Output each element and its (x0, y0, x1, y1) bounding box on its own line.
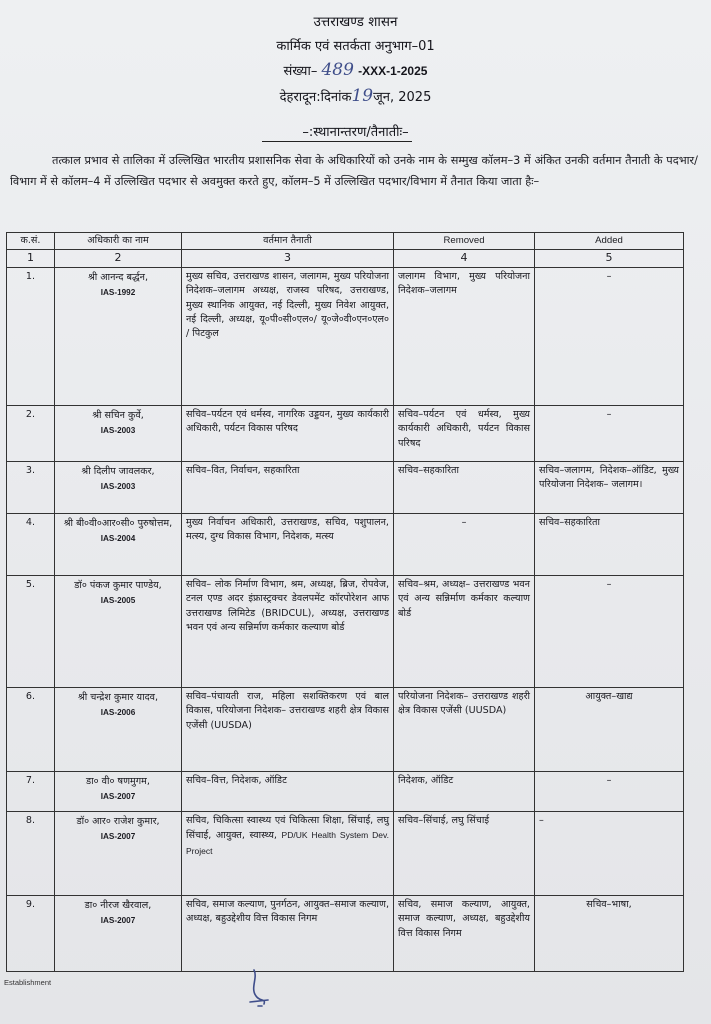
date-label: देहरादून:दिनांक (279, 90, 352, 105)
removed-posting: सचिव–सहकारिता (394, 462, 535, 514)
column-number: 2 (55, 250, 182, 268)
footer-label: Establishment (4, 978, 52, 987)
row-sn: 4. (7, 514, 55, 576)
header-name: अधिकारी का नाम (55, 233, 182, 250)
officer-name-text: डॉ० पंकज कुमार पाण्डेय, (74, 580, 162, 592)
current-posting-english: PD/UK Health System Dev. Project (186, 830, 389, 856)
transfer-table (6, 232, 684, 972)
officer-name-text: श्री आनन्द बर्द्धन, (87, 272, 149, 284)
officer-name (55, 896, 182, 972)
column-number-row (7, 250, 684, 268)
current-posting: सचिव–वित, निर्वाचन, सहकारिता (182, 462, 394, 514)
removed-posting: सचिव–श्रम, अध्यक्ष– उत्तराखण्ड भवन एवं अन्य सन्निर्माण कर्मकार कल्याण बोर्ड (394, 576, 535, 688)
table-row (7, 812, 684, 896)
current-posting: मुख्य सचिव, उत्तराखण्ड शासन, जलागम, मुख्य परियोजना निदेशक–जलागम अध्यक्ष, राजस्व परिषद, उत्तराखण्ड, मुख्य स्थानिक आयुक्त, नई दिल्ली, मुख्य निवेश आयुक्त, नई दिल्ली, अध्यक्ष, यू०पी०सी०एल०/ यू०जे०वी०एन०एल० / पिटकुल (182, 268, 394, 406)
officer-name-text: श्री दिलीप जावलकर, (81, 466, 155, 478)
header-sn: क.सं. (7, 233, 55, 250)
officer-name (55, 772, 182, 812)
removed-posting: सचिव–पर्यटन एवं धर्मस्व, मुख्य कार्यकारी अधिकारी, पर्यटन विकास परिषद (394, 406, 535, 462)
officer-batch: IAS-2003 (100, 482, 136, 492)
added-posting: सचिव–जलागम, निदेशक–ऑडिट, मुख्य परियोजना निदेशक– जलागम। (535, 462, 684, 514)
intro-paragraph (10, 150, 698, 192)
removed-posting: जलागम विभाग, मुख्य परियोजना निदेशक–जलागम (394, 268, 535, 406)
removed-posting: परियोजना निदेशक– उत्तराखण्ड शहरी क्षेत्र विकास एजेंसी (UUSDA) (394, 688, 535, 772)
officer-batch: IAS-2005 (100, 596, 136, 606)
officer-name (55, 576, 182, 688)
added-posting: आयुक्त–खाद्य (535, 688, 684, 772)
row-sn: 2. (7, 406, 55, 462)
subject-underline (262, 141, 412, 142)
officer-batch: IAS-1992 (100, 288, 136, 298)
added-posting: – (535, 772, 684, 812)
officer-name (55, 268, 182, 406)
column-number: 1 (7, 250, 55, 268)
removed-posting: निदेशक, ऑडिट (394, 772, 535, 812)
signature-icon (244, 968, 278, 1008)
header-removed: Removed (394, 233, 535, 250)
table-row (7, 772, 684, 812)
officer-batch: IAS-2003 (100, 426, 136, 436)
row-sn: 1. (7, 268, 55, 406)
officer-name (55, 688, 182, 772)
table-row (7, 576, 684, 688)
table-row (7, 896, 684, 972)
table-header-row (7, 233, 684, 250)
order-date (0, 86, 711, 106)
added-posting: – (535, 268, 684, 406)
officer-batch: IAS-2007 (100, 792, 136, 802)
officer-name (55, 514, 182, 576)
added-posting: सचिव–भाषा, (535, 896, 684, 972)
row-sn: 3. (7, 462, 55, 514)
row-sn: 5. (7, 576, 55, 688)
date-day-handwritten: 19 (351, 86, 374, 106)
officer-name-text: डा० नीरज खैरवाल, (84, 900, 152, 912)
current-posting: सचिव– लोक निर्माण विभाग, श्रम, अध्यक्ष, ब्रिज, रोपवेज, टनल एण्ड अदर इंफ्रास्ट्रक्चर डेवलपमेंट कॉरपोरेशन आफ उत्तराखण्ड लिमिटेड (BRIDCUL), अध्यक्ष, उत्तराखण्ड भवन एवं अन्य सन्निर्माण कर्मकार कल्याण बोर्ड (182, 576, 394, 688)
row-sn: 6. (7, 688, 55, 772)
department-title: कार्मिक एवं सतर्कता अनुभाग–01 (276, 39, 435, 54)
government-title: उत्तराखण्ड शासन (313, 14, 398, 30)
removed-posting: सचिव, समाज कल्याण, आयुक्त, समाज कल्याण, अध्यक्ष, बहुउद्देशीय वित्त विकास निगम (394, 896, 535, 972)
current-posting: मुख्य निर्वाचन अधिकारी, उत्तराखण्ड, सचिव, पशुपालन, मत्स्य, दुग्ध विकास विभाग, निदेशक, मत्स्य (182, 514, 394, 576)
date-rest: जून, 2025 (373, 90, 432, 105)
removed-posting: सचिव–सिंचाई, लघु सिंचाई (394, 812, 535, 896)
table-row (7, 462, 684, 514)
officer-name (55, 462, 182, 514)
added-posting: – (535, 812, 684, 896)
officer-batch: IAS-2006 (100, 708, 136, 718)
current-posting-text: सचिव, चिकित्सा स्वास्थ्य एवं चिकित्सा शिक्षा, सिंचाई, लघु सिंचाई, आयुक्त, स्वास्थ्य, (186, 815, 389, 842)
header-added: Added (535, 233, 684, 250)
order-number (0, 60, 711, 80)
officer-name-text: श्री बी०वी०आर०सी० पुरुषोत्तम, (63, 518, 173, 530)
column-number: 3 (182, 250, 394, 268)
officer-name-text: डॉ० आर० राजेश कुमार, (76, 816, 160, 828)
officer-name-text: श्री सचिन कुर्वे, (92, 410, 144, 422)
number-handwritten: 489 (321, 60, 354, 80)
table-row (7, 268, 684, 406)
added-posting: सचिव–सहकारिता (535, 514, 684, 576)
officer-batch: IAS-2004 (100, 534, 136, 544)
subject-line: –:स्थानान्तरण/तैनातीः– (302, 125, 409, 140)
current-posting (182, 812, 394, 896)
row-sn: 9. (7, 896, 55, 972)
current-posting: सचिव–पंचायती राज, महिला सशक्तिकरण एवं बाल विकास, परियोजना निदेशक– उत्तराखण्ड शहरी क्षेत्र विकास एजेंसी (UUSDA) (182, 688, 394, 772)
table-row (7, 688, 684, 772)
table-row (7, 406, 684, 462)
current-posting: सचिव, समाज कल्याण, पुनर्गठन, आयुक्त–समाज कल्याण, अध्यक्ष, बहुउद्देशीय वित्त विकास निगम (182, 896, 394, 972)
number-suffix: -XXX-1-2025 (358, 64, 428, 78)
officer-name (55, 812, 182, 896)
added-posting: – (535, 576, 684, 688)
column-number: 4 (394, 250, 535, 268)
table-row (7, 514, 684, 576)
officer-name-text: श्री चन्द्रेश कुमार यादव, (77, 692, 159, 704)
removed-posting: – (394, 514, 535, 576)
officer-name-text: डा० वी० षणमुगम, (86, 776, 150, 788)
officer-name (55, 406, 182, 462)
number-label: संख्या– (283, 64, 318, 79)
intro-text: तत्काल प्रभाव से तालिका में उल्लिखित भारतीय प्रशासनिक सेवा के अधिकारियों को उनके नाम के सम्मुख कॉलम–3 में अंकित उनकी वर्तमान तैनाती के पदभार/विभाग में से कॉलम–4 में उल्लिखित पदभार से अवमुक्त करते हुए, कॉलम–5 में उल्लिखित पदभार/विभाग में तैनात किया जाता हैः– (10, 154, 698, 188)
current-posting: सचिव–वित्त, निदेशक, ऑडिट (182, 772, 394, 812)
officer-batch: IAS-2007 (100, 832, 136, 842)
header-current: वर्तमान तैनाती (182, 233, 394, 250)
current-posting: सचिव–पर्यटन एवं धर्मस्व, नागरिक उड्डयन, मुख्य कार्यकारी अधिकारी, पर्यटन विकास परिषद (182, 406, 394, 462)
officer-batch: IAS-2007 (100, 916, 136, 926)
added-posting: – (535, 406, 684, 462)
column-number: 5 (535, 250, 684, 268)
row-sn: 7. (7, 772, 55, 812)
row-sn: 8. (7, 812, 55, 896)
